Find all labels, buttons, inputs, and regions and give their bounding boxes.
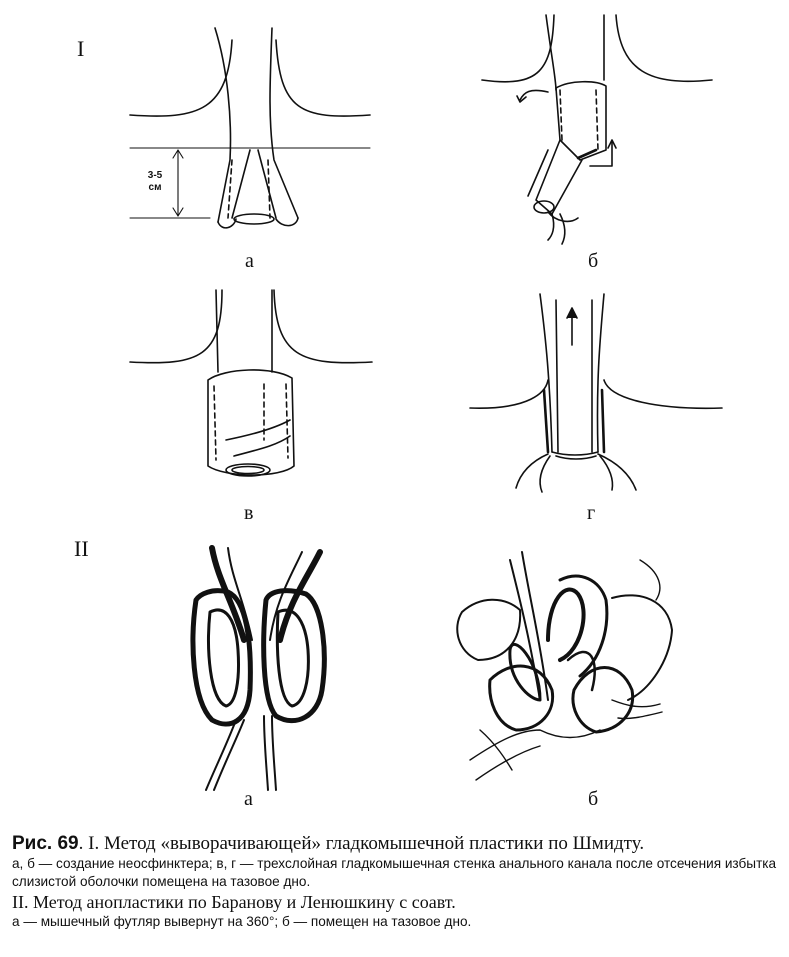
part-one-label: I [77,36,85,61]
figure-number: Рис. 69 [12,833,79,854]
panel-label-a1: а [245,250,254,272]
caption-subtitle-2: а — мышечный футляр вывернут на 360°; б — помещен на тазовое дно. [12,914,472,929]
caption-title-2: II. Метод анопластики по Баранову и Ленюшкину с соавт. [12,892,456,912]
panel-g1-drawing [470,294,722,492]
panel-label-a2: а [244,788,253,810]
panel-v1-drawing [130,290,372,476]
caption-title-1 [12,832,782,855]
caption-subtitle-1: а, б — создание неосфинктера; в, г — трехслойная гладкомышечная стенка анального канала после отсечения избытка слизистой оболочки помещена на тазовое дно. [12,856,777,889]
panel-label-b2: б [588,788,599,810]
panel-label-v1: в [244,502,254,524]
panel-label-g1: г [587,502,596,524]
panel-a2-drawing [193,548,324,790]
caption-title-1-text: . I. Метод «выворачивающей» гладкомышечной пластики по Шмидту. [78,833,645,854]
part-two-label: II [74,536,89,561]
panel-b1-drawing [482,15,712,244]
figure-caption [12,832,782,931]
panel-b2-drawing [457,552,672,780]
dimension-label: 3-5 см [147,170,163,193]
panel-label-b1: б [588,250,599,272]
panel-a1-drawing [130,28,370,228]
